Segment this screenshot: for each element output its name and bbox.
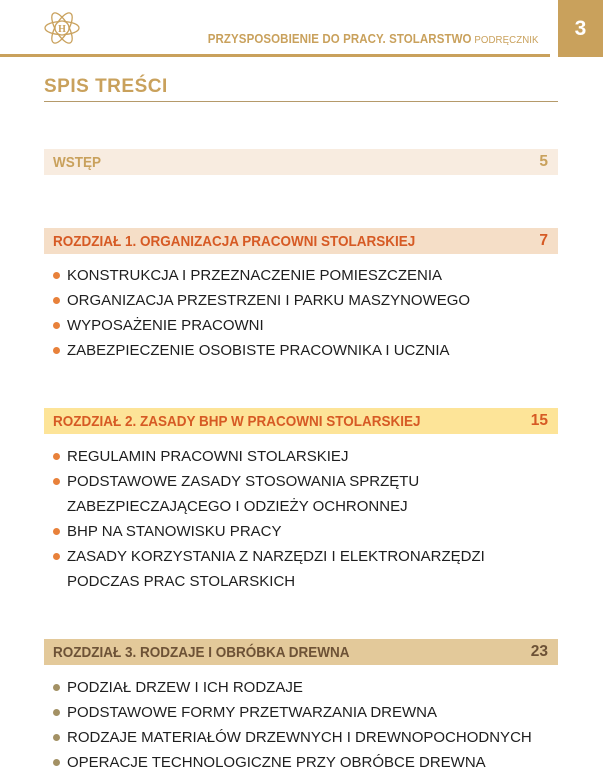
header-title-sub: PODRĘCZNIK: [474, 34, 539, 46]
toc-chapter-1[interactable]: [44, 228, 558, 254]
page-header: [0, 0, 603, 58]
header-title-main: PRZYSPOSOBIENIE DO PRACY. STOLARSTWO: [208, 32, 472, 46]
bullet-dot-icon: [53, 453, 60, 460]
toc-item[interactable]: PODSTAWOWE FORMY PRZETWARZANIA DREWNA: [52, 700, 552, 725]
toc-item[interactable]: KONSTRUKCJA I PRZEZNACZENIE POMIESZCZENIA: [52, 263, 552, 288]
toc-entry-page: 5: [539, 153, 548, 170]
toc-chapter-page: 7: [539, 232, 548, 249]
toc-title: SPIS TREŚCI: [44, 76, 168, 97]
header-rule: [0, 54, 550, 57]
toc-item[interactable]: ZASADY KORZYSTANIA Z NARZĘDZI I ELEKTRONARZĘDZI PODCZAS PRAC STOLARSKICH: [52, 544, 552, 594]
toc-chapter-title: ROZDZIAŁ 1. ORGANIZACJA PRACOWNI STOLARSKIEJ: [53, 232, 416, 250]
toc-item[interactable]: BHP NA STANOWISKU PRACY: [52, 519, 552, 544]
header-title: [208, 32, 539, 46]
bullet-dot-icon: [53, 478, 60, 485]
bullet-dot-icon: [53, 684, 60, 691]
toc-item[interactable]: REGULAMIN PRACOWNI STOLARSKIEJ: [52, 444, 552, 469]
page-number: 3: [574, 16, 587, 40]
toc-item[interactable]: ORGANIZACJA PRZESTRZENI I PARKU MASZYNOWEGO: [52, 288, 552, 313]
toc-entry-title: WSTĘP: [53, 153, 102, 171]
page-number-tab: [558, 0, 603, 57]
toc-item[interactable]: RODZAJE MATERIAŁÓW DRZEWNYCH I DREWNOPOCHODNYCH: [52, 725, 552, 750]
bullet-dot-icon: [53, 322, 60, 329]
toc-chapter-page: 15: [530, 412, 548, 429]
logo-letter: H: [58, 24, 66, 35]
bullet-dot-icon: [53, 734, 60, 741]
bullet-dot-icon: [53, 709, 60, 716]
toc-chapter-title: ROZDZIAŁ 3. RODZAJE I OBRÓBKA DREWNA: [53, 643, 350, 661]
toc-chapter-title: ROZDZIAŁ 2. ZASADY BHP W PRACOWNI STOLARSKIEJ: [53, 412, 421, 430]
toc-item[interactable]: PODSTAWOWE ZASADY STOSOWANIA SPRZĘTU ZABEZPIECZAJĄCEGO I ODZIEŻY OCHRONNEJ: [52, 469, 552, 519]
toc-chapter-3[interactable]: [44, 639, 558, 665]
toc-item[interactable]: WYPOSAŻENIE PRACOWNI: [52, 313, 552, 338]
toc-chapter-page: 23: [530, 643, 548, 660]
bullet-dot-icon: [53, 297, 60, 304]
bullet-dot-icon: [53, 528, 60, 535]
toc-item[interactable]: ZABEZPIECZENIE OSOBISTE PRACOWNIKA I UCZNIA: [52, 338, 552, 363]
toc-item[interactable]: OPERACJE TECHNOLOGICZNE PRZY OBRÓBCE DREWNA: [52, 750, 552, 775]
atom-emblem-icon: [42, 8, 82, 48]
bullet-dot-icon: [53, 553, 60, 560]
bullet-dot-icon: [53, 759, 60, 766]
bullet-dot-icon: [53, 272, 60, 279]
toc-chapter-2[interactable]: [44, 408, 558, 434]
toc-item[interactable]: PODZIAŁ DRZEW I ICH RODZAJE: [52, 675, 552, 700]
toc-title-rule: [44, 101, 558, 102]
toc-entry-intro[interactable]: [44, 149, 558, 175]
bullet-dot-icon: [53, 347, 60, 354]
